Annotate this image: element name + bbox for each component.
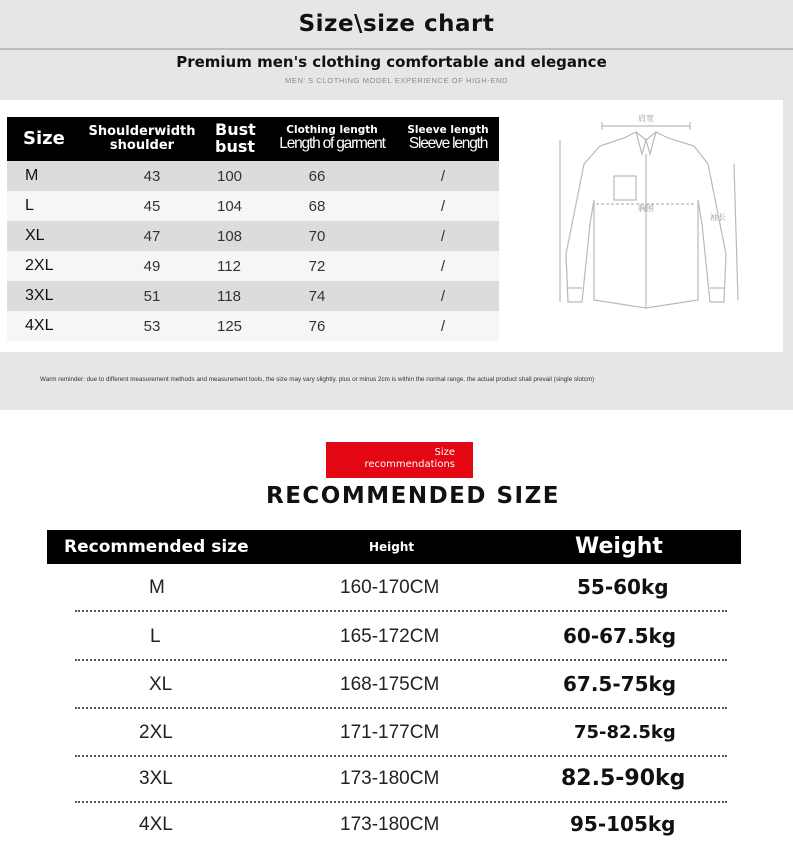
cell-length: 70 (267, 221, 397, 251)
subtitle-english: MEN' S CLOTHING MODEL EXPERIENCE OF HIGH-END (285, 76, 508, 85)
cell-bust: 108 (207, 221, 267, 251)
row-height: 165-172CM (340, 626, 440, 647)
row-size: XL (149, 674, 173, 695)
cell-sleeve: / (397, 191, 499, 221)
header-length-small: Clothing length (286, 124, 378, 137)
warm-reminder: Warm reminder: due to different measurement methods and measurement tools, the size may vary slightly. plus or minus 2cm is within the normal range. the actual product shall prevail (single slotcm) (40, 376, 595, 383)
row-height: 160-170CM (340, 577, 440, 598)
header-sleeve-small: Sleeve length (407, 124, 489, 137)
header-sleeve-big: Sleeve length (408, 135, 488, 153)
diagram-label-shoulder: 肩宽 (638, 114, 654, 123)
diagram-label-bust: 胸围 (638, 204, 654, 213)
header-sleeve (397, 117, 499, 161)
row-height: 168-175CM (340, 674, 440, 695)
cell-size: M (7, 161, 77, 191)
cell-sleeve: / (397, 281, 499, 311)
header-shoulder: Shoulderwidth shoulder (77, 117, 207, 161)
header-bust: Bust bust (207, 117, 267, 161)
cell-sleeve: / (397, 221, 499, 251)
row-height: 173-180CM (340, 768, 440, 789)
cell-size: XL (7, 221, 77, 251)
cell-shoulder: 47 (77, 221, 207, 251)
title-divider (0, 48, 793, 50)
row-weight: 95-105kg (570, 812, 676, 836)
header-recommended-size: Recommended size (64, 537, 249, 557)
row-weight: 75-82.5kg (574, 722, 676, 743)
title-bar (0, 0, 793, 48)
cell-shoulder: 49 (77, 251, 207, 281)
row-weight: 67.5-75kg (563, 672, 677, 696)
table-row (47, 564, 741, 611)
header-height: Height (369, 540, 415, 554)
cell-sleeve: / (397, 251, 499, 281)
chart-area (0, 100, 783, 352)
cell-length: 66 (267, 161, 397, 191)
header-length-big: Length of garment (279, 135, 385, 153)
cell-shoulder: 45 (77, 191, 207, 221)
row-height: 173-180CM (340, 814, 440, 835)
cell-bust: 104 (207, 191, 267, 221)
recommend-table-header (47, 530, 741, 564)
cell-length: 74 (267, 281, 397, 311)
row-size: M (149, 577, 165, 598)
size-chart-panel (0, 0, 793, 410)
row-weight: 55-60kg (577, 575, 669, 599)
row-size: 4XL (139, 814, 173, 835)
cell-length: 68 (267, 191, 397, 221)
subtitle: Premium men's clothing comfortable and elegance (176, 53, 607, 71)
row-weight: 60-67.5kg (563, 624, 677, 648)
row-size: 3XL (139, 768, 173, 789)
diagram-label-sleeve: 袖长 (710, 213, 726, 222)
table-row (47, 613, 741, 660)
cell-shoulder: 53 (77, 311, 207, 341)
cell-bust: 100 (207, 161, 267, 191)
size-table (7, 117, 499, 341)
cell-size: L (7, 191, 77, 221)
size-recommendations-badge (326, 442, 473, 478)
cell-length: 72 (267, 251, 397, 281)
table-row (7, 251, 499, 281)
table-row (7, 221, 499, 251)
cell-size: 3XL (7, 281, 77, 311)
cell-length: 76 (267, 311, 397, 341)
table-row (7, 281, 499, 311)
table-row (7, 161, 499, 191)
cell-size: 4XL (7, 311, 77, 341)
table-row (7, 311, 499, 341)
shirt-diagram-icon (538, 104, 778, 314)
header-size: Size (7, 117, 77, 161)
cell-bust: 118 (207, 281, 267, 311)
cell-shoulder: 51 (77, 281, 207, 311)
row-weight: 82.5-90kg (561, 766, 686, 791)
header-weight: Weight (575, 534, 663, 559)
badge-line-1: Size (434, 447, 455, 458)
cell-bust: 125 (207, 311, 267, 341)
cell-sleeve: / (397, 311, 499, 341)
table-row (47, 755, 741, 802)
header-length (267, 117, 397, 161)
size-table-header-row (7, 117, 499, 161)
page-title: Size\size chart (298, 11, 495, 37)
cell-size: 2XL (7, 251, 77, 281)
row-size: L (150, 626, 161, 647)
cell-sleeve: / (397, 161, 499, 191)
cell-shoulder: 43 (77, 161, 207, 191)
badge-line-2: recommendations (364, 459, 455, 470)
row-size: 2XL (139, 722, 173, 743)
table-row (7, 191, 499, 221)
row-height: 171-177CM (340, 722, 440, 743)
cell-bust: 112 (207, 251, 267, 281)
table-row (47, 661, 741, 708)
table-row (47, 801, 741, 848)
recommended-size-title: RECOMMENDED SIZE (265, 483, 560, 509)
row-divider (75, 610, 727, 612)
table-row (47, 709, 741, 756)
